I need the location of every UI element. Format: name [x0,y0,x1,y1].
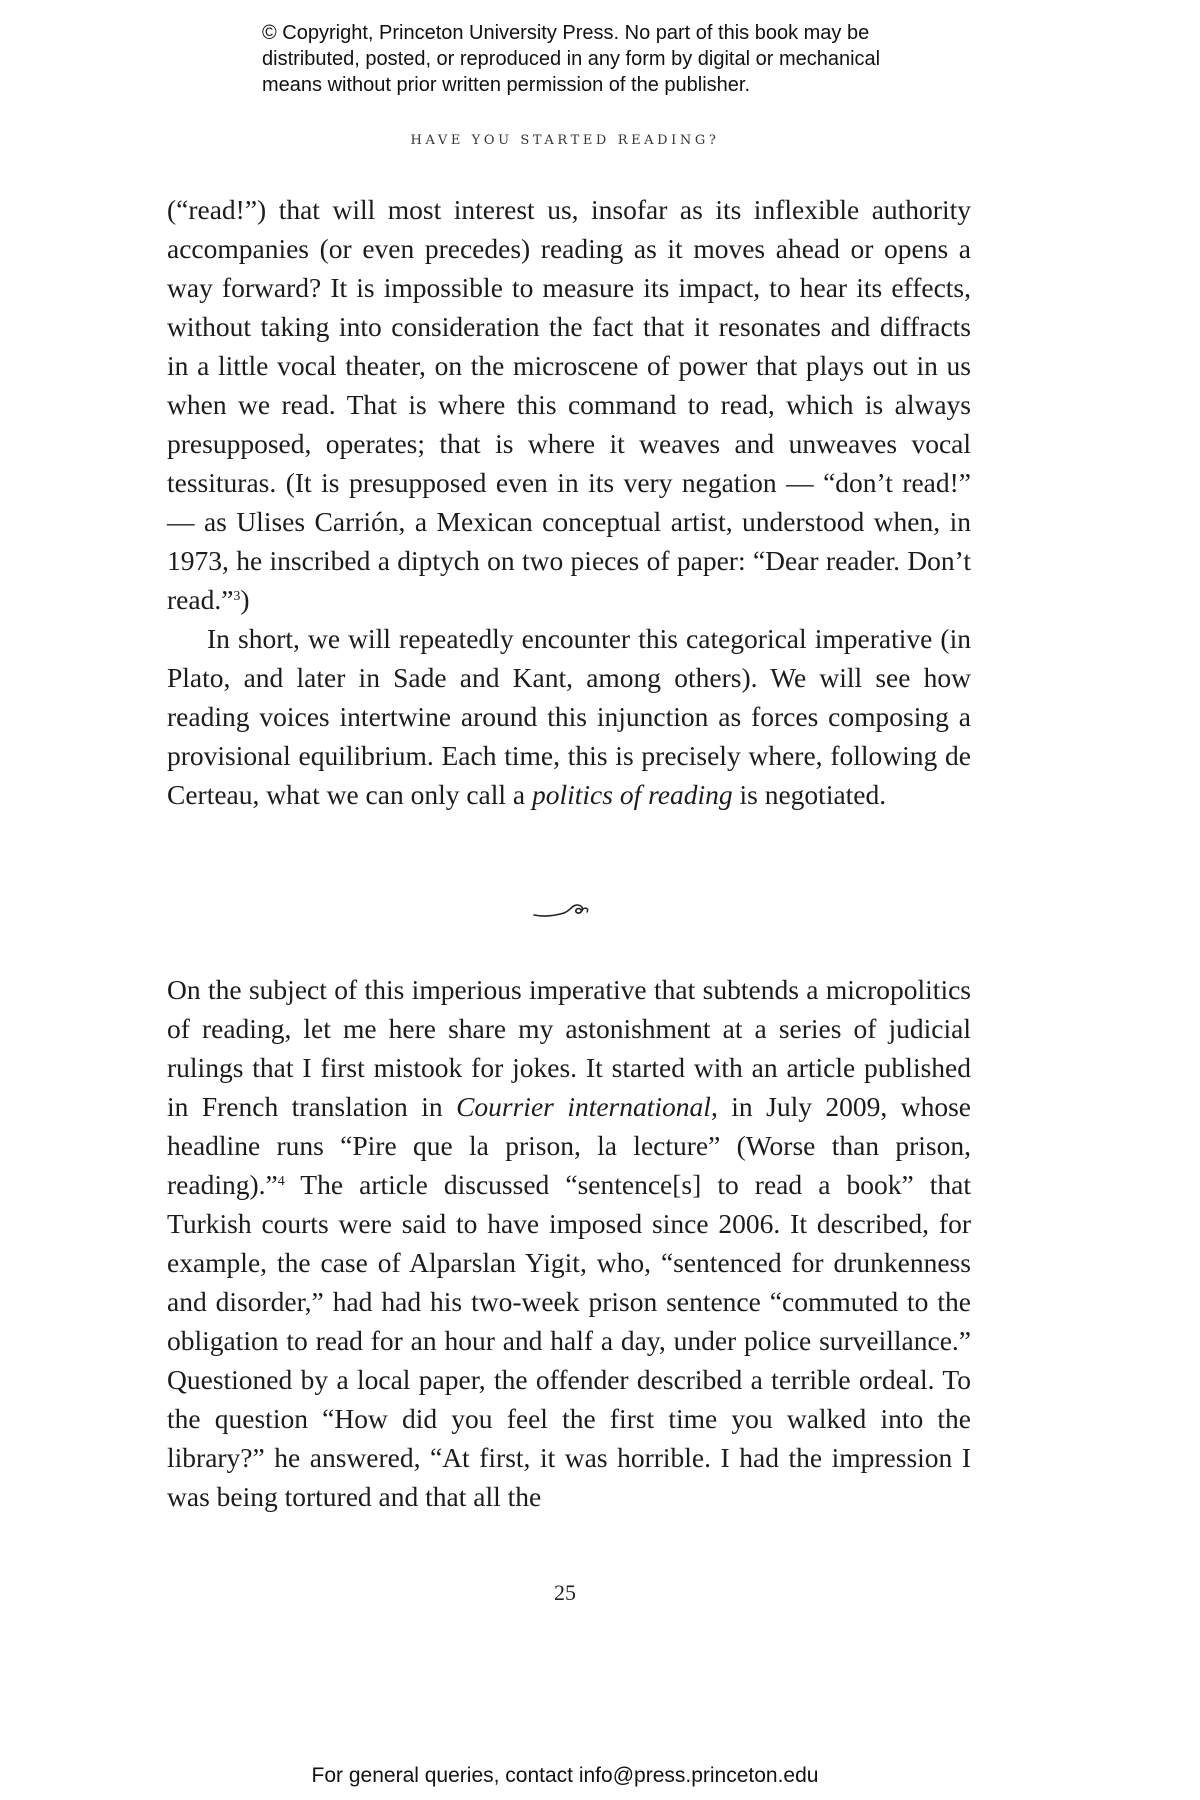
paragraph-text: , in July 2009, whose headline runs “Pire que la prison, la lecture” (Worse than prison, reading).” [167,1091,972,1200]
copyright-notice: © Copyright, Princeton University Press. No part of this book may be distributed, posted, or reproduced in any form by digital or mechanical means without prior written permission of the publisher. [262,22,881,96]
italic-title: Courrier international [456,1091,711,1122]
paragraph-text: (“read!”) that will most interest us, insofar as its inflexible authority accompanies (or even precedes) reading as it moves ahead or opens a way forward? It is impossible to measure its impact, to hear its effects, without taking into consideration the fact that it resonates and diffracts in a little vocal theater, on the microscene of power that plays out in us when we read. That is where this command to read, which is always presupposed, operates; that is where it weaves and unweaves vocal tessituras. (It is presupposed even in its very negation — “don’t read!” — as Ulises Carrión, a Mexican conceptual artist, understood when, in 1973, he inscribed a diptych on two pieces of paper: “Dear reader. Don’t read.” [167,194,971,615]
footnote-ref[interactable]: 3 [233,589,241,604]
paragraph [167,190,971,619]
text-block-upper [167,190,971,814]
paragraph-text: ) [240,584,250,615]
paragraph-text: On the subject of this imperious imperative that subtends a micropolitics of reading, let me here share my astonishment at a series of judicial rulings that I first mistook for jokes. It started with an article published in French translation in [167,974,971,1122]
footnote-ref[interactable]: 4 [277,1174,285,1189]
page-number: 25 [554,1580,576,1605]
italic-term: politics of reading [531,779,733,810]
contact-footer: For general queries, contact info@press.princeton.edu [311,1764,819,1787]
section-break-flourish-icon [530,895,600,925]
paragraph [167,970,971,1516]
paragraph-text: is negotiated. [732,779,887,810]
text-block-lower [167,970,971,1516]
running-head: HAVE YOU STARTED READING? [410,133,720,148]
paragraph-text: The article discussed “sentence[s] to read a book” that Turkish courts were said to have imposed since 2006. It described, for example, the case of Alparslan Yigit, who, “sentenced for drunkenness and disorder,” had had his two-week prison sentence “commuted to the obligation to read for an hour and half a day, under police surveillance.” Questioned by a local paper, the offender described a terrible ordeal. To the question “How did you feel the first time you walked into the library?” he answered, “At first, it was horrible. I had the impression I was being tortured and that all the [167,1169,971,1512]
paragraph [167,619,971,814]
paragraph-text: In short, we will repeatedly encounter this categorical imperative (in Plato, and later in Sade and Kant, among others). We will see how reading voices intertwine around this injunction as forces composing a provisional equilibrium. Each time, this is precisely where, following de Certeau, what we can only call a [167,623,971,810]
